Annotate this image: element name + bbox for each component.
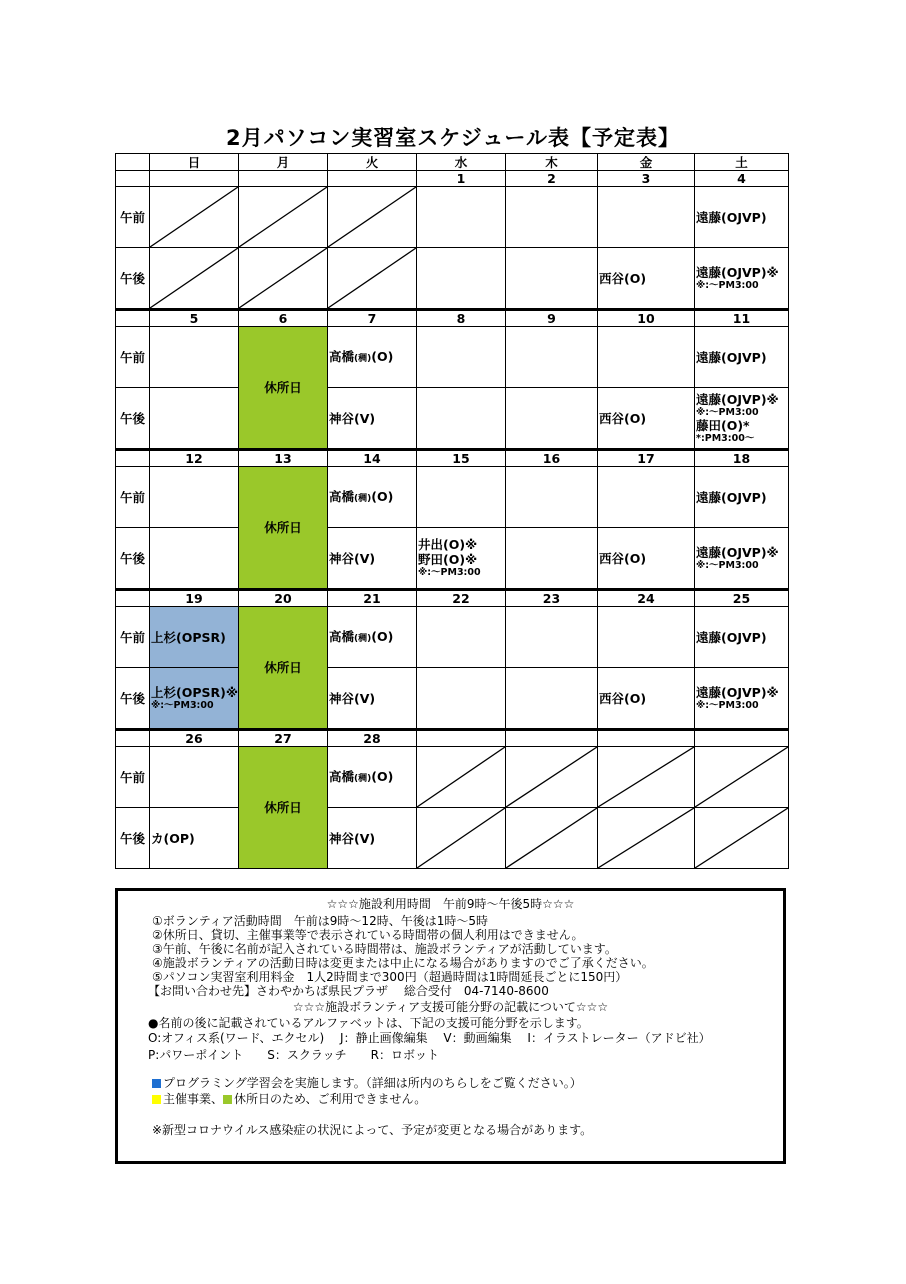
date-number: 22 <box>417 590 506 607</box>
volunteer-name: 神谷(V) <box>329 550 376 566</box>
volunteer-tag: (稠) <box>354 634 372 645</box>
closed-label: 休所日 <box>264 800 302 815</box>
volunteer-entry <box>599 271 694 286</box>
schedule-cell <box>695 467 789 528</box>
volunteer-entry <box>329 769 416 785</box>
volunteer-name: 西谷(O) <box>599 550 647 566</box>
schedule-cell <box>417 668 506 730</box>
schedule-cell <box>150 327 239 388</box>
volunteer-name: 上杉(OPSR)※ <box>151 684 238 700</box>
schedule-cell <box>506 668 598 730</box>
cell-content <box>598 551 694 566</box>
volunteer-name: 遠藤(OJVP)※ <box>696 544 779 560</box>
cell-content <box>695 490 788 505</box>
date-number <box>417 730 506 747</box>
date-number: 7 <box>328 310 417 327</box>
volunteer-entry <box>329 691 416 706</box>
schedule-cell <box>598 668 695 730</box>
schedule-cell <box>328 388 417 450</box>
schedule-cell <box>417 388 506 450</box>
volunteer-name: 高橋 <box>329 629 355 645</box>
date-number: 28 <box>328 730 417 747</box>
schedule-cell <box>598 327 695 388</box>
date-number: 25 <box>695 590 789 607</box>
slot-label-am: 午前 <box>116 327 150 388</box>
cell-content <box>598 411 694 426</box>
schedule-cell <box>695 248 789 310</box>
date-number <box>239 171 328 187</box>
volunteer-name: 遠藤(OJVP) <box>696 349 767 365</box>
schedule-cell <box>598 808 695 869</box>
cell-content <box>150 630 238 645</box>
schedule-cell <box>695 388 789 450</box>
slot-label-am: 午前 <box>116 747 150 808</box>
host-event-legend-text: 主催事業、 <box>163 1092 224 1106</box>
date-number: 12 <box>150 450 239 467</box>
blue-square-icon <box>152 1079 161 1088</box>
date-number: 11 <box>695 310 789 327</box>
date-number <box>695 730 789 747</box>
schedule-cell <box>150 187 239 248</box>
volunteer-name: 高橋 <box>329 349 355 365</box>
info-item-1: ①ボランティア活動時間 午前は9時～12時、午後は1時～5時 <box>152 914 488 928</box>
cell-content <box>328 831 416 846</box>
volunteer-entry <box>599 551 694 566</box>
cell-content <box>150 685 238 711</box>
schedule-cell <box>695 808 789 869</box>
time-note: ※:～PM3:00 <box>151 699 214 711</box>
schedule-cell <box>328 747 417 808</box>
cell-content <box>695 210 788 225</box>
volunteer-entry <box>696 685 788 700</box>
volunteer-fields: (O) <box>371 489 394 505</box>
slot-row-pm <box>116 388 789 450</box>
date-number: 23 <box>506 590 598 607</box>
schedule-cell <box>506 528 598 590</box>
schedule-cell <box>150 528 239 590</box>
schedule-cell <box>598 248 695 310</box>
strikethrough-diagonal <box>328 248 416 308</box>
date-number: 17 <box>598 450 695 467</box>
date-row <box>116 450 789 467</box>
schedule-cell <box>695 607 789 668</box>
cell-content <box>328 411 416 426</box>
volunteer-entry <box>696 265 788 280</box>
date-number <box>506 730 598 747</box>
slot-label-pm: 午後 <box>116 668 150 730</box>
strikethrough-diagonal <box>417 808 505 868</box>
schedule-cell <box>695 528 789 590</box>
cell-content <box>417 537 505 578</box>
schedule-cell <box>417 467 506 528</box>
slot-row-am <box>116 747 789 808</box>
schedule-cell <box>328 607 417 668</box>
volunteer-entry <box>329 349 416 365</box>
info-item-4: ④施設ボランティアの活動日時は変更または中止になる場合がありますのでご了承ください。 <box>152 956 654 970</box>
volunteer-entry <box>696 210 788 225</box>
schedule-cell <box>150 388 239 450</box>
volunteer-fields: (O) <box>371 629 394 645</box>
schedule-cell <box>328 668 417 730</box>
date-row-spacer <box>116 590 150 607</box>
info-item-2: ②休所日、貸切、主催事業等で表示されている時間帯の個人利用はできません。 <box>152 928 584 942</box>
schedule-cell <box>150 808 239 869</box>
schedule-cell <box>328 528 417 590</box>
info-item-5: ⑤パソコン実習室利用料金 1人2時間まで300円（超過時間は1時間延長ごとに150円） <box>152 970 628 984</box>
schedule-cell <box>695 187 789 248</box>
volunteer-name: 井出(O)※ <box>418 537 478 553</box>
closed-day-cell <box>239 607 328 730</box>
schedule-cell <box>150 467 239 528</box>
date-row-spacer <box>116 310 150 327</box>
volunteer-name: 西谷(O) <box>599 270 647 286</box>
volunteer-entry <box>151 630 238 645</box>
closed-day-cell <box>239 747 328 869</box>
schedule-cell <box>506 467 598 528</box>
date-number: 18 <box>695 450 789 467</box>
date-number: 10 <box>598 310 695 327</box>
volunteer-name: 遠藤(OJVP)※ <box>696 264 779 280</box>
volunteer-entry-2: 藤田(O)* <box>696 418 750 433</box>
date-number: 27 <box>239 730 328 747</box>
schedule-cell <box>598 747 695 808</box>
weekday-header: 水 <box>417 154 506 171</box>
closure-legend <box>152 1093 426 1107</box>
yellow-square-icon <box>152 1095 161 1104</box>
weekday-header: 木 <box>506 154 598 171</box>
date-number: 1 <box>417 171 506 187</box>
volunteer-fields: (O) <box>371 769 394 785</box>
weekday-header: 土 <box>695 154 789 171</box>
schedule-cell <box>598 388 695 450</box>
schedule-cell <box>417 187 506 248</box>
programming-legend <box>152 1077 582 1091</box>
date-number <box>598 730 695 747</box>
time-note-2: *:PM3:00～ <box>696 433 755 444</box>
date-number: 3 <box>598 171 695 187</box>
date-number: 20 <box>239 590 328 607</box>
contact-info: 【お問い合わせ先】さわやかちば県民プラザ 総合受付 04-7140-8600 <box>148 984 549 998</box>
support-fields-line-2: P:パワーポイント S：スクラッチ R：ロボット <box>148 1048 439 1062</box>
time-note: ※:～PM3:00 <box>696 406 759 418</box>
weekday-header: 月 <box>239 154 328 171</box>
schedule-cell <box>598 528 695 590</box>
volunteer-entry <box>696 350 788 365</box>
cell-content <box>328 629 416 645</box>
strikethrough-diagonal <box>695 747 788 807</box>
schedule-calendar <box>115 153 789 869</box>
slot-row-am <box>116 467 789 528</box>
cell-content <box>695 545 788 571</box>
schedule-cell <box>239 248 328 310</box>
time-note: ※:～PM3:00 <box>696 279 759 291</box>
volunteer-entry <box>696 545 788 560</box>
strikethrough-diagonal <box>328 187 416 247</box>
volunteer-entry <box>418 537 505 552</box>
date-number: 5 <box>150 310 239 327</box>
volunteer-fields: (O) <box>371 349 394 365</box>
strikethrough-diagonal <box>695 808 788 868</box>
volunteer-name: 遠藤(OJVP) <box>696 209 767 225</box>
schedule-cell <box>150 668 239 730</box>
cell-content <box>695 392 788 445</box>
date-number: 16 <box>506 450 598 467</box>
volunteer-entry <box>329 489 416 505</box>
page-title: 2月パソコン実習室スケジュール表【予定表】 <box>226 126 680 150</box>
weekday-header-row <box>116 154 789 171</box>
time-note: ※:～PM3:00 <box>418 567 481 579</box>
cell-content <box>695 350 788 365</box>
schedule-cell <box>417 808 506 869</box>
date-number: 2 <box>506 171 598 187</box>
date-row <box>116 310 789 327</box>
schedule-cell <box>328 187 417 248</box>
support-fields-line-1: O:オフィス系(ワード、エクセル) J：静止画像編集 V：動画編集 I：イラストレーター（アドビ社） <box>148 1031 711 1045</box>
volunteer-name: 西谷(O) <box>599 410 647 426</box>
cell-content <box>598 271 694 286</box>
slot-label-pm: 午後 <box>116 388 150 450</box>
date-number: 26 <box>150 730 239 747</box>
volunteer-name: 神谷(V) <box>329 690 376 706</box>
date-row-spacer <box>116 171 150 187</box>
schedule-cell <box>417 528 506 590</box>
volunteer-entry <box>696 630 788 645</box>
date-number <box>328 171 417 187</box>
slot-label-pm: 午後 <box>116 808 150 869</box>
schedule-cell <box>328 467 417 528</box>
cell-content <box>150 831 238 846</box>
closed-label: 休所日 <box>264 520 302 535</box>
cell-content <box>328 691 416 706</box>
volunteer-entry <box>599 411 694 426</box>
closed-day-cell <box>239 327 328 450</box>
date-row <box>116 590 789 607</box>
slot-row-pm <box>116 668 789 730</box>
date-number: 13 <box>239 450 328 467</box>
date-number: 6 <box>239 310 328 327</box>
schedule-cell <box>417 327 506 388</box>
slot-label-pm: 午後 <box>116 248 150 310</box>
support-fields-heading: ☆☆☆施設ボランティア支援可能分野の記載について☆☆☆ <box>292 1000 609 1014</box>
info-box <box>115 888 786 1164</box>
schedule-cell <box>417 747 506 808</box>
date-row <box>116 171 789 187</box>
corner-cell <box>116 154 150 171</box>
volunteer-entry-2: 野田(O)※ <box>418 552 478 568</box>
closed-label: 休所日 <box>264 380 302 395</box>
schedule-cell <box>506 388 598 450</box>
volunteer-name: 遠藤(OJVP)※ <box>696 684 779 700</box>
programming-legend-text: プログラミング学習会を実施します。（詳細は所内のちらしをご覧ください。） <box>163 1076 582 1090</box>
schedule-cell <box>506 327 598 388</box>
volunteer-tag: (稠) <box>354 354 372 365</box>
volunteer-name: カ(OP) <box>151 830 195 846</box>
closed-label: 休所日 <box>264 660 302 675</box>
schedule-cell <box>598 187 695 248</box>
date-row-spacer <box>116 450 150 467</box>
slot-row-pm <box>116 248 789 310</box>
cell-content <box>328 489 416 505</box>
strikethrough-diagonal <box>239 187 327 247</box>
schedule-cell <box>695 668 789 730</box>
slot-label-am: 午前 <box>116 607 150 668</box>
volunteer-name: 遠藤(OJVP) <box>696 629 767 645</box>
volunteer-entry <box>599 691 694 706</box>
time-note: ※:～PM3:00 <box>696 699 759 711</box>
date-number: 4 <box>695 171 789 187</box>
schedule-cell <box>150 747 239 808</box>
volunteer-name: 高橋 <box>329 489 355 505</box>
volunteer-entry <box>329 411 416 426</box>
schedule-cell <box>150 607 239 668</box>
slot-row-am <box>116 607 789 668</box>
slot-row-pm <box>116 528 789 590</box>
volunteer-name: 遠藤(OJVP)※ <box>696 391 779 407</box>
strikethrough-diagonal <box>150 187 238 247</box>
volunteer-name: 上杉(OPSR) <box>151 629 226 645</box>
date-number: 19 <box>150 590 239 607</box>
schedule-cell <box>328 327 417 388</box>
schedule-cell <box>695 747 789 808</box>
volunteer-tag: (稠) <box>354 494 372 505</box>
schedule-cell <box>506 187 598 248</box>
schedule-cell <box>150 248 239 310</box>
volunteer-entry <box>696 490 788 505</box>
date-number <box>150 171 239 187</box>
date-number: 21 <box>328 590 417 607</box>
schedule-cell <box>506 747 598 808</box>
volunteer-name: 神谷(V) <box>329 410 376 426</box>
strikethrough-diagonal <box>506 808 597 868</box>
green-square-icon <box>223 1095 232 1104</box>
volunteer-tag: (稠) <box>354 774 372 785</box>
schedule-cell <box>417 607 506 668</box>
date-row-spacer <box>116 730 150 747</box>
strikethrough-diagonal <box>417 747 505 807</box>
slot-row-am <box>116 187 789 248</box>
cell-content <box>328 551 416 566</box>
cell-content <box>695 685 788 711</box>
closed-day-cell <box>239 467 328 590</box>
volunteer-entry <box>329 831 416 846</box>
date-number: 14 <box>328 450 417 467</box>
date-number: 8 <box>417 310 506 327</box>
schedule-cell <box>328 808 417 869</box>
schedule-cell <box>598 607 695 668</box>
schedule-cell <box>506 808 598 869</box>
slot-label-am: 午前 <box>116 187 150 248</box>
date-row <box>116 730 789 747</box>
cell-content <box>328 769 416 785</box>
volunteer-entry <box>696 392 788 407</box>
alphabet-note: ●名前の後に記載されているアルファベットは、下記の支援可能分野を示します。 <box>148 1016 589 1030</box>
date-number: 15 <box>417 450 506 467</box>
volunteer-entry <box>329 629 416 645</box>
strikethrough-diagonal <box>150 248 238 308</box>
weekday-header: 火 <box>328 154 417 171</box>
slot-label-pm: 午後 <box>116 528 150 590</box>
slot-row-am <box>116 327 789 388</box>
facility-hours-heading: ☆☆☆施設利用時間 午前9時～午後5時☆☆☆ <box>326 897 575 911</box>
strikethrough-diagonal <box>239 248 327 308</box>
volunteer-entry <box>151 685 238 700</box>
volunteer-name: 高橋 <box>329 769 355 785</box>
schedule-cell <box>417 248 506 310</box>
info-item-3: ③午前、午後に名前が記入されている時間帯は、施設ボランティアが活動しています。 <box>152 942 617 956</box>
closed-legend-text: 休所日のため、ご利用できません。 <box>234 1092 427 1106</box>
weekday-header: 金 <box>598 154 695 171</box>
cell-content <box>695 265 788 291</box>
date-number: 24 <box>598 590 695 607</box>
volunteer-name: 西谷(O) <box>599 690 647 706</box>
volunteer-entry <box>151 831 238 846</box>
schedule-cell <box>328 248 417 310</box>
slot-label-am: 午前 <box>116 467 150 528</box>
cell-content <box>328 349 416 365</box>
cell-content <box>598 691 694 706</box>
schedule-cell <box>506 248 598 310</box>
schedule-cell <box>598 467 695 528</box>
slot-row-pm <box>116 808 789 869</box>
strikethrough-diagonal <box>598 808 694 868</box>
schedule-cell <box>506 607 598 668</box>
volunteer-entry <box>329 551 416 566</box>
schedule-cell <box>695 327 789 388</box>
cell-content <box>695 630 788 645</box>
volunteer-name: 神谷(V) <box>329 830 376 846</box>
time-note: ※:～PM3:00 <box>696 559 759 571</box>
volunteer-name: 遠藤(OJVP) <box>696 489 767 505</box>
strikethrough-diagonal <box>598 747 694 807</box>
weekday-header: 日 <box>150 154 239 171</box>
schedule-cell <box>239 187 328 248</box>
date-number: 9 <box>506 310 598 327</box>
covid-notice: ※新型コロナウイルス感染症の状況によって、予定が変更となる場合があります。 <box>152 1123 593 1137</box>
strikethrough-diagonal <box>506 747 597 807</box>
